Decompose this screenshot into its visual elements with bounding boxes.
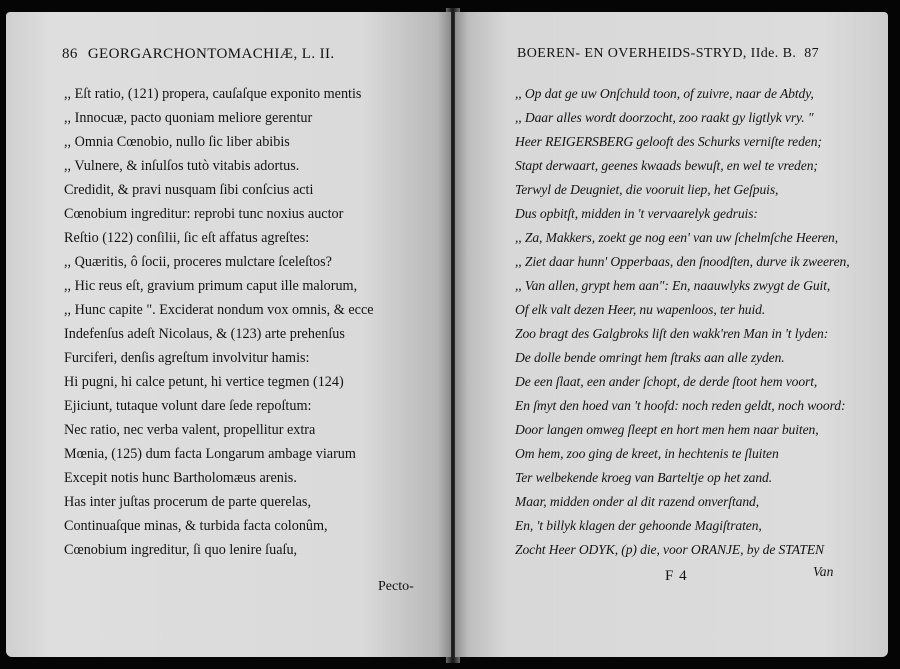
text-line: ,, Ziet daar hunn' Opperbaas, den ſnoodſten, durve ik zweeren,: [515, 254, 850, 269]
text-line: ,, Omnia Cœnobio, nullo ſic liber abibis: [64, 134, 290, 150]
text-line: Mœnia, (125) dum facta Longarum ambage viarum: [64, 446, 356, 462]
left-page-text: [64, 82, 374, 562]
text-line: Ter welbekende kroeg van Barteltje op het zand.: [515, 470, 773, 485]
text-line: En ſmyt den hoed van 't hoofd: noch reden geldt, noch woord:: [515, 398, 846, 413]
text-line: Door langen omweg ſleept en hort men hem naar buiten,: [515, 422, 819, 437]
text-line: De dolle bende omringt hem ſtraks aan alle zyden.: [515, 350, 785, 365]
text-line: Has inter juſtas procerum de parte querelas,: [64, 494, 311, 510]
text-line: Zocht Heer ODYK, (p) die, voor ORANJE, by de STATEN: [515, 542, 825, 557]
text-line: En, 't billyk klagen der gehoonde Magiſtraten,: [515, 518, 762, 533]
right-page-header: [517, 46, 819, 62]
text-line: ,, Innocuæ, pacto quoniam meliore gerentur: [64, 110, 313, 126]
left-page-header: [62, 46, 335, 63]
text-line: Cœnobium ingreditur, ſi quo lenire ſuaſu,: [64, 542, 298, 558]
right-running-title: BOEREN- EN OVERHEIDS-STRYD, IIde. B.: [517, 46, 797, 61]
text-line: Ejiciunt, tutaque volunt dare ſede repoſtum:: [64, 398, 312, 414]
text-line: Zoo bragt des Galgbroks liſt den wakk'ren Man in 't lyden:: [515, 326, 829, 341]
text-line: Maar, midden onder al dit razend onverſtand,: [515, 494, 760, 509]
text-line: ,, Vulnere, & inſulſos tutò vitabis adortus.: [64, 158, 300, 174]
text-line: ,, Van allen, grypt hem aan": En, naauwlyks zwygt de Guit,: [515, 278, 831, 293]
text-line: ,, Za, Makkers, zoekt ge nog een' van uw ſchelmſche Heeren,: [515, 230, 839, 245]
text-line: Furciferi, denſis agreſtum involvitur hamis:: [64, 350, 310, 366]
text-line: ,, Daar alles wordt doorzocht, zoo raakt gy ligtlyk vry. ": [515, 110, 814, 125]
text-line: Cœnobium ingreditur: reprobi tunc noxius auctor: [64, 206, 344, 222]
text-line: Hi pugni, hi calce petunt, hi vertice tegmen (124): [64, 374, 344, 390]
text-line: Stapt derwaart, geenes kwaads bewuſt, en wel te vreden;: [515, 158, 818, 173]
text-line: ,, Op dat ge uw Onſchuld toon, of zuivre, naar de Abtdy,: [515, 86, 814, 101]
left-catchword: Pecto-: [378, 579, 414, 594]
text-line: ,, Hic reus eſt, gravium primum caput ille malorum,: [64, 278, 358, 294]
text-line: Of elk valt dezen Heer, nu wapenloos, ter huid.: [515, 302, 766, 317]
text-line: Indefenſus adeſt Nicolaus, & (123) arte prehenſus: [64, 326, 345, 342]
text-line: Heer REIGERSBERG gelooft des Schurks verniſte reden;: [515, 134, 822, 149]
left-page-number: 86: [62, 46, 78, 62]
text-line: ,, Hunc capite ". Exciderat nondum vox omnis, & ecce: [64, 302, 374, 318]
text-line: ,, Quæritis, ô ſocii, proceres mulctare ſceleſtos?: [64, 254, 332, 270]
text-line: Excepit notis hunc Bartholomæus arenis.: [64, 470, 297, 486]
text-line: De een ſlaat, een ander ſchopt, de derde ſtoot hem voort,: [515, 374, 818, 389]
right-page-number: 87: [804, 46, 820, 61]
signature-mark: F 4: [665, 568, 688, 584]
text-line: Continuaſque minas, & turbida facta colonûm,: [64, 518, 328, 534]
text-line: ,, Eſt ratio, (121) propera, cauſaſque exponito mentis: [64, 86, 362, 102]
right-catchword: Van: [813, 564, 834, 579]
text-line: Dus opbitſt, midden in 't vervaarelyk gedruis:: [515, 206, 758, 221]
left-page: [6, 12, 451, 657]
right-page: [455, 12, 888, 657]
right-page-text: [515, 82, 850, 562]
left-running-title: GEORGARCHONTOMACHIÆ, L. II.: [87, 46, 335, 62]
text-line: Nec ratio, nec verba valent, propellitur extra: [64, 422, 316, 438]
text-line: Credidit, & pravi nusquam ſibi conſcius acti: [64, 182, 314, 198]
text-line: Reſtio (122) conſilii, ſic eſt affatus agreſtes:: [64, 230, 310, 246]
text-line: Om hem, zoo ging de kreet, in hechtenis te ſluiten: [515, 446, 779, 461]
text-line: Terwyl de Deugniet, die vooruit liep, het Geſpuis,: [515, 182, 779, 197]
